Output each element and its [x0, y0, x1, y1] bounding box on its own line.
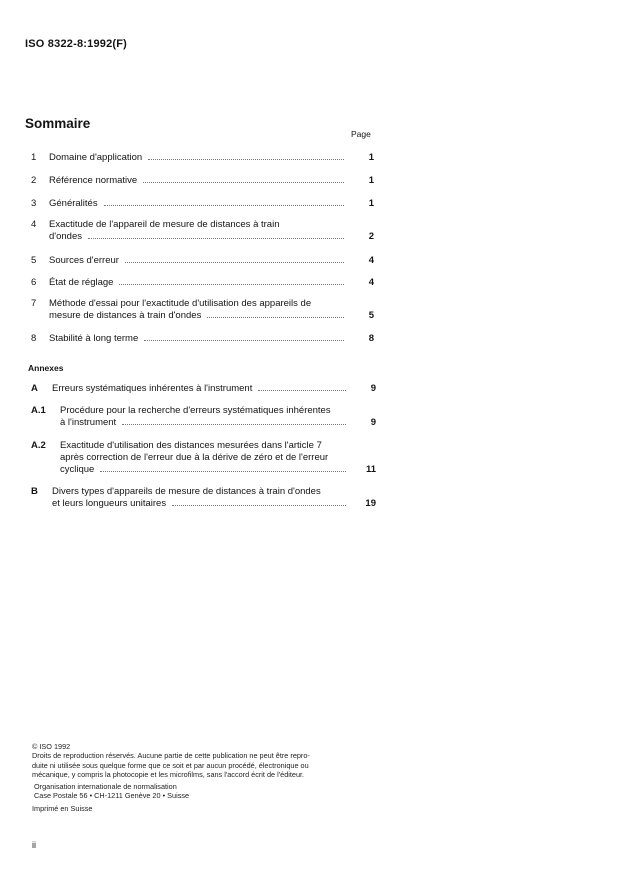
toc-entry-page: 4: [368, 277, 374, 288]
toc-entry[interactable]: [49, 333, 352, 345]
toc-entry[interactable]: [60, 440, 354, 476]
copyright-notice: [32, 742, 392, 813]
annexes-heading: Annexes: [28, 363, 64, 373]
toc-entry-title: cyclique: [60, 464, 95, 475]
toc-entry-title: et leurs longueurs unitaires: [52, 498, 167, 509]
organisation-name: Organisation internationale de normalisation: [34, 782, 177, 792]
toc-entry-page: 1: [368, 152, 374, 163]
toc-entry[interactable]: [49, 175, 352, 187]
toc-entry-title: Procédure pour la recherche d'erreurs systématiques inhérentes: [60, 405, 331, 416]
toc-entry-title: Exactitude de l'appareil de mesure de distances à train: [49, 219, 280, 230]
toc-entry-title: Domaine d'application: [49, 152, 143, 163]
toc-entry-page: 1: [368, 175, 374, 186]
dot-leader: [143, 175, 344, 183]
dot-leader: [144, 333, 344, 341]
toc-entry[interactable]: [49, 298, 352, 322]
toc-entry-number: 6: [31, 277, 37, 288]
toc-entry[interactable]: [49, 219, 352, 243]
rights-line: Droits de reproduction réservés. Aucune partie de cette publication ne peut être repro-: [32, 751, 310, 761]
toc-entry-page: 5: [368, 310, 374, 321]
toc-entry[interactable]: [52, 486, 354, 510]
toc-entry-title: d'ondes: [49, 231, 82, 242]
toc-entry-page: 9: [370, 383, 376, 394]
dot-leader: [207, 310, 344, 318]
rights-line: mécanique, y compris la photocopie et les microfilms, sans l'accord écrit de l'éditeur.: [32, 769, 305, 779]
toc-entry-title: Stabilité à long terme: [49, 333, 139, 344]
copyright-line: © ISO 1992: [32, 742, 71, 751]
toc-entry-number: 4: [31, 219, 37, 230]
toc-entry-title: mesure de distances à train d'ondes: [49, 310, 202, 321]
rights-line: duite ni utilisée sous quelque forme que ce soit et par aucun procédé, électronique ou: [32, 760, 309, 770]
toc-entry[interactable]: [60, 405, 354, 429]
toc-entry-number: 5: [31, 255, 37, 266]
page-title: Sommaire: [25, 116, 91, 131]
toc-entry[interactable]: [49, 255, 352, 267]
page-number: ii: [32, 840, 36, 850]
toc-entry-title: Sources d'erreur: [49, 255, 119, 266]
dot-leader: [125, 255, 344, 263]
toc-entry-title: Méthode d'essai pour l'exactitude d'utilisation des appareils de: [49, 298, 312, 309]
toc-entry-number: 8: [31, 333, 37, 344]
dot-leader: [148, 152, 344, 160]
toc-entry-page: 2: [368, 231, 374, 242]
toc-entry-number: B: [31, 486, 38, 497]
toc-entry-title: Généralités: [49, 198, 98, 209]
toc-entry-page: 8: [368, 333, 374, 344]
printed-in: Imprimé en Suisse: [32, 803, 93, 813]
toc-entry-number: A: [31, 383, 38, 394]
toc-entry-page: 11: [365, 464, 376, 475]
toc-entry[interactable]: [49, 152, 352, 164]
toc-entry[interactable]: [52, 383, 354, 395]
toc-entry-number: A.2: [31, 440, 46, 451]
toc-entry-title: Erreurs systématiques inhérentes à l'instrument: [52, 383, 253, 394]
toc-entry-title: à l'instrument: [60, 417, 117, 428]
organisation-address: Case Postale 56 • CH-1211 Genève 20 • Suisse: [34, 791, 190, 801]
toc-entry-title: après correction de l'erreur due à la dérive de zéro et de l'erreur: [60, 452, 329, 463]
toc-entry-number: 7: [31, 298, 37, 309]
toc-entry-page: 4: [368, 255, 374, 266]
dot-leader: [122, 417, 346, 425]
dot-leader: [100, 464, 346, 472]
toc-entry-number: 3: [31, 198, 37, 209]
toc-entry[interactable]: [49, 198, 352, 210]
toc-entry-title: Divers types d'appareils de mesure de distances à train d'ondes: [52, 486, 321, 497]
toc-entry-page: 9: [370, 417, 376, 428]
dot-leader: [88, 231, 344, 239]
toc-entry-title: État de réglage: [49, 277, 114, 288]
toc-entry-number: A.1: [31, 405, 46, 416]
dot-leader: [172, 498, 346, 506]
page-column-label: Page: [351, 129, 371, 139]
toc-entry[interactable]: [49, 277, 352, 289]
dot-leader: [258, 383, 346, 391]
toc-entry-title: Exactitude d'utilisation des distances mesurées dans l'article 7: [60, 440, 322, 451]
toc-entry-number: 1: [31, 152, 37, 163]
toc-entry-page: 19: [365, 498, 376, 509]
toc-entry-number: 2: [31, 175, 37, 186]
document-id: ISO 8322-8:1992(F): [25, 38, 128, 50]
dot-leader: [119, 277, 344, 285]
toc-entry-page: 1: [368, 198, 374, 209]
toc-entry-title: Référence normative: [49, 175, 138, 186]
dot-leader: [104, 198, 344, 206]
